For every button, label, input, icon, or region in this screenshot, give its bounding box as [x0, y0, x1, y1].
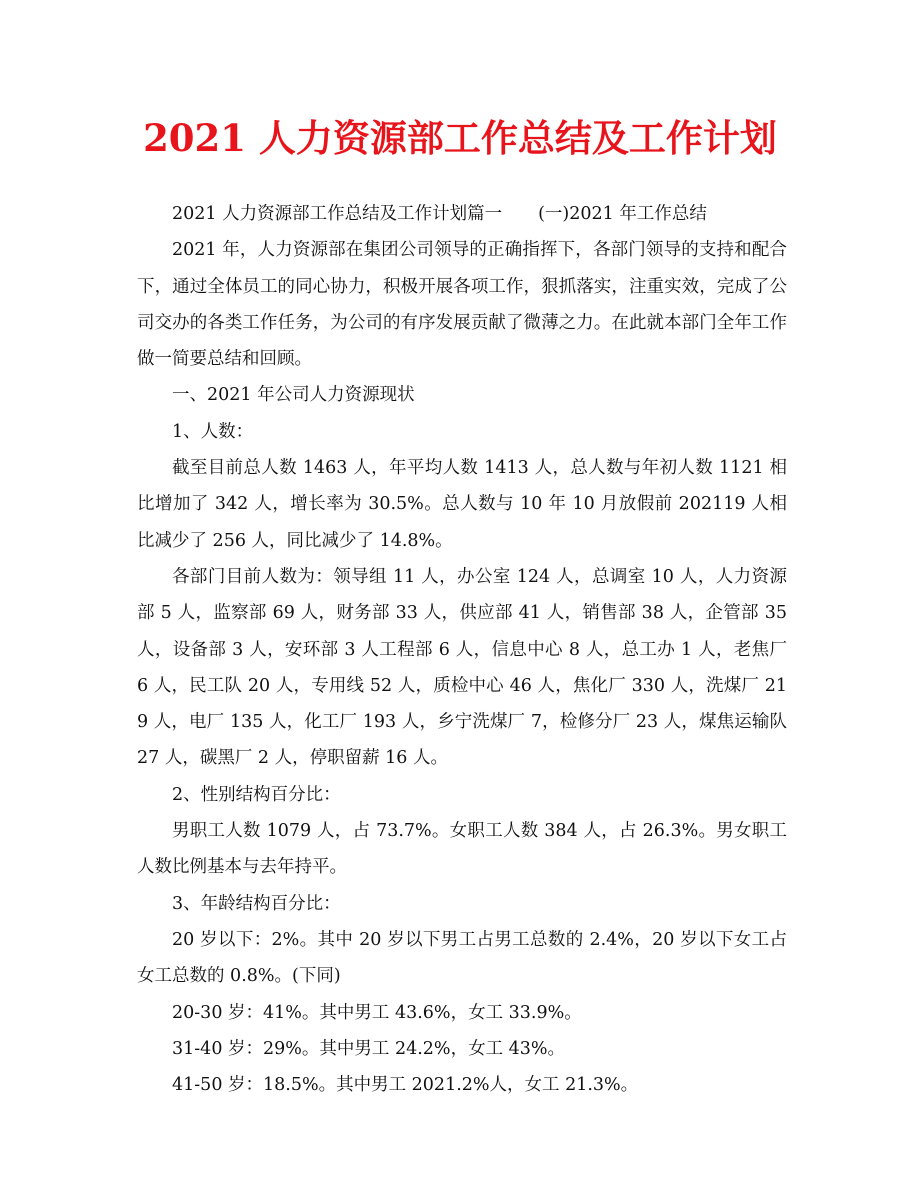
paragraph-age-41-50: 41-50 岁：18.5%。其中男工 2021.2%人，女工 21.3%。 — [172, 1075, 639, 1096]
document-title: 2021 人力资源部工作总结及工作计划 — [143, 116, 777, 160]
subheading-headcount: 1、人数： — [172, 421, 254, 442]
intro-line — [137, 196, 787, 232]
heading-hr-status: 一、2021 年公司人力资源现状 — [172, 385, 415, 406]
paragraph-headcount: 截至目前总人数 1463 人，年平均人数 1413 人，总人数与年初人数 1121 相比增加了 342 人，增长率为 30.5%。总人数与 10 年 10 月放假前 202119 人相比减少了 256 人，同比减少了 14.8%。 — [137, 458, 787, 551]
paragraph-department-headcount: 各部门目前人数为：领导组 11 人，办公室 124 人，总调室 10 人，人力资源部 5 人，监察部 69 人，财务部 33 人，供应部 41 人，销售部 38 人，企管部 35 人，设备部 3 人，安环部 3 人工程部 6 人，信息中心 8 人，总工办 1 人，老焦厂 6 人，民工队 20 人，专用线 52 人，质检中心 46 人，焦化厂 330 人，洗煤厂 219 人，电厂 135 人，化工厂 193 人，乡宁洗煤厂 7，检修分厂 23 人，煤焦运输队 27 人，碳黑厂 2 人，停职留薪 16 人。 — [137, 566, 787, 769]
paragraph-overview: 2021 年，人力资源部在集团公司领导的正确指挥下，各部门领导的支持和配合下，通过全体员工的同心协力，积极开展各项工作，狠抓落实，注重实效，完成了公司交办的各类工作任务，为公司的有序发展贡献了微薄之力。在此就本部门全年工作做一简要总结和回顾。 — [137, 240, 787, 370]
paragraph-age-under-20: 20 岁以下：2%。其中 20 岁以下男工占男工总数的 2.4%，20 岁以下女工占女工总数的 0.8%。(下同) — [137, 929, 787, 987]
paragraph-age-31-40: 31-40 岁：29%。其中男工 24.2%，女工 43%。 — [172, 1038, 566, 1059]
subheading-age: 3、年龄结构百分比： — [172, 893, 341, 914]
subheading-gender: 2、性别结构百分比： — [172, 784, 341, 805]
intro-line-left: 2021 人力资源部工作总结及工作计划篇一 — [172, 204, 503, 224]
paragraph-age-20-30: 20-30 岁：41%。其中男工 43.6%，女工 33.9%。 — [172, 1002, 582, 1023]
document-body — [137, 196, 787, 1103]
intro-line-right: (一)2021 年工作总结 — [538, 204, 707, 224]
paragraph-gender: 男职工人数 1079 人，占 73.7%。女职工人数 384 人，占 26.3%。男女职工人数比例基本与去年持平。 — [137, 821, 787, 878]
